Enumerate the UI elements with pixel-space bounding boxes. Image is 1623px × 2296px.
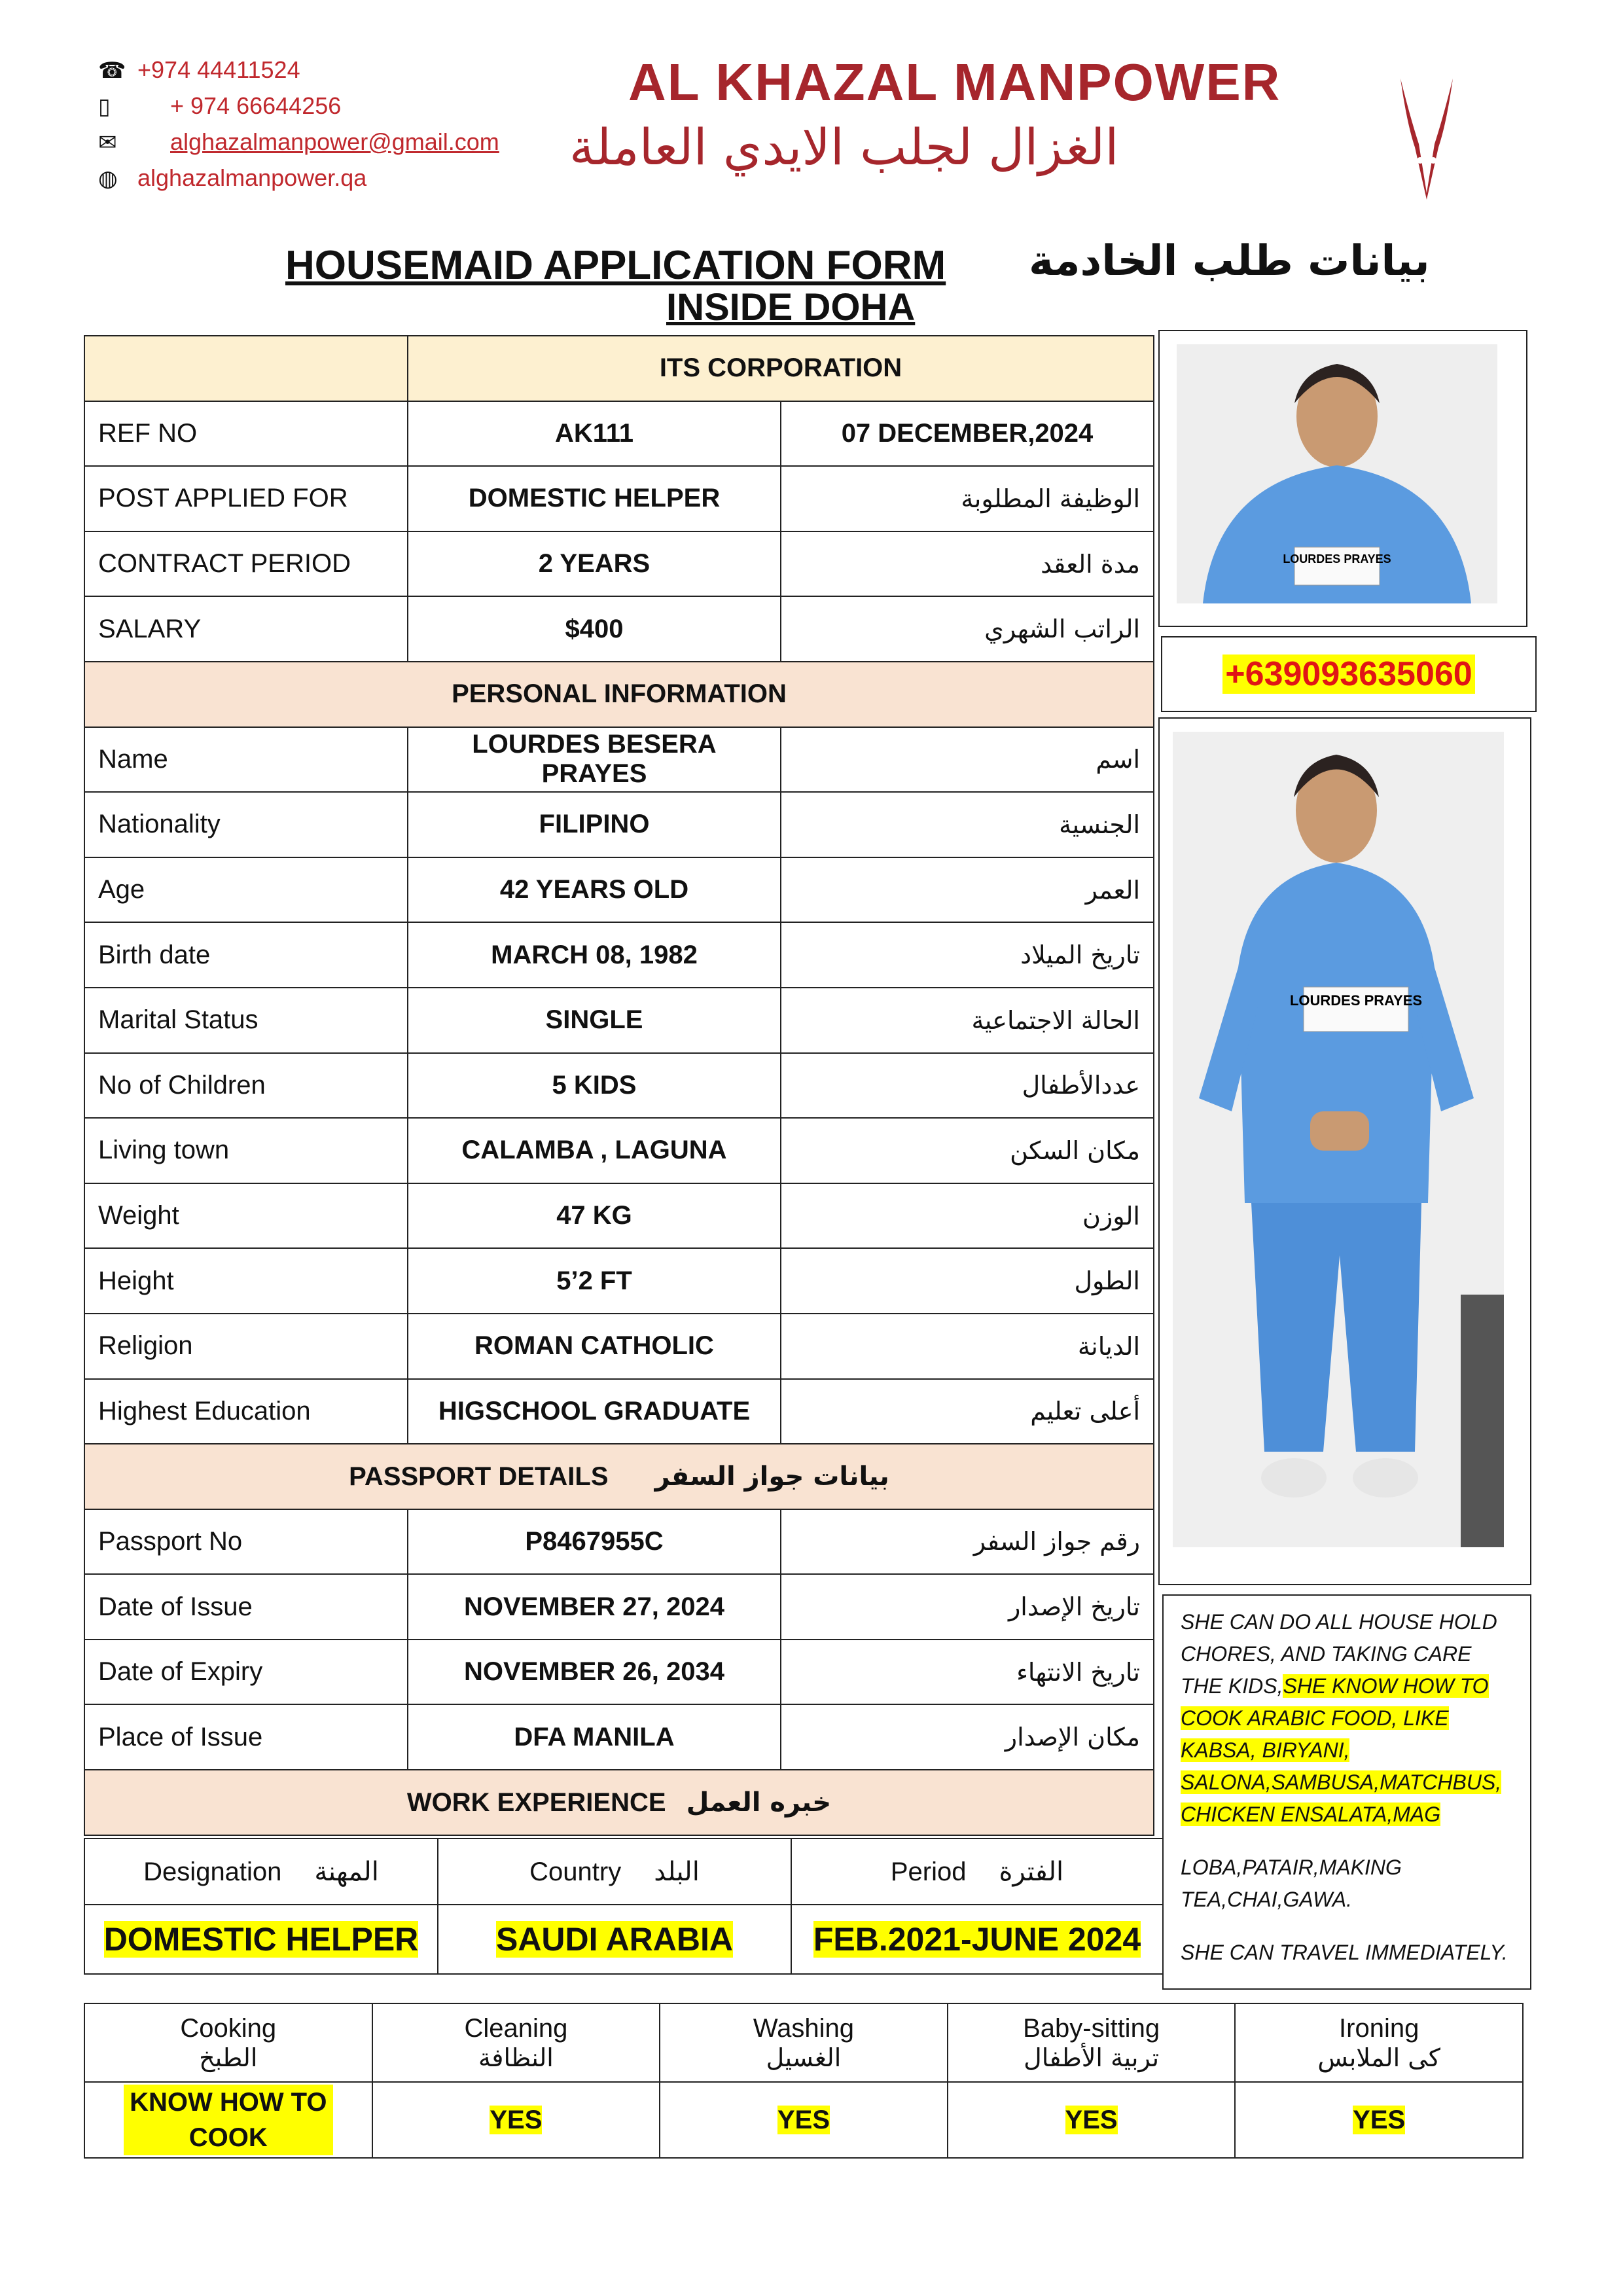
skills-header-row: [84, 2003, 1523, 2082]
skill-name-ar: الغسيل: [766, 2043, 842, 2072]
passport-label: Date of Expiry: [84, 1640, 408, 1705]
personal-row: [84, 1183, 1154, 1249]
form-subtitle: INSIDE DOHA: [666, 286, 916, 329]
skill-name-en: Baby-sitting: [1023, 2013, 1160, 2043]
work-column-header: [438, 1839, 791, 1905]
skill-value: YES: [777, 2105, 830, 2134]
personal-label: Height: [84, 1248, 408, 1314]
job-value: $400: [408, 596, 781, 662]
skill-name-ar: تربية الأطفال: [1024, 2043, 1160, 2072]
fullbody-photo: [1173, 732, 1504, 1547]
work-column-en: Country: [529, 1857, 622, 1886]
passport-label: Place of Issue: [84, 1704, 408, 1770]
personal-label: No of Children: [84, 1053, 408, 1119]
work-heading-en: WORK EXPERIENCE: [406, 1787, 666, 1817]
candidate-phone-box: [1161, 636, 1537, 712]
work-column-ar: البلد: [654, 1856, 700, 1887]
personal-label: Name: [84, 727, 408, 793]
landline-row: [98, 52, 556, 88]
envelope-icon: ✉: [98, 130, 117, 155]
job-label: POST APPLIED FOR: [84, 466, 408, 531]
personal-ar: عددالأطفال: [781, 1053, 1154, 1119]
personal-row: [84, 1053, 1154, 1119]
work-column-en: Period: [890, 1857, 967, 1886]
job-label: CONTRACT PERIOD: [84, 531, 408, 597]
application-table: [84, 335, 1154, 1836]
notes-highlight: SHE KNOW HOW TO COOK ARABIC FOOD, LIKE KABSA, BIRYANI, SALONA,SAMBUSA,MATCHBUS, CHICKEN ENSALATA,MAG: [1181, 1674, 1502, 1826]
notes-line2: LOBA,PATAIR,MAKING TEA,CHAI,GAWA.: [1181, 1856, 1402, 1911]
passport-heading: [84, 1444, 1154, 1509]
personal-row: [84, 1118, 1154, 1183]
work-column-ar: المهنة: [314, 1856, 379, 1887]
work-column-header: [791, 1839, 1163, 1905]
personal-ar: الحالة الاجتماعية: [781, 988, 1154, 1053]
skill-value-cell: [1235, 2082, 1523, 2158]
work-value: SAUDI ARABIA: [495, 1921, 734, 1958]
skill-name-en: Cooking: [180, 2013, 277, 2043]
email-row: [98, 124, 556, 160]
personal-value: HIGSCHOOL GRADUATE: [408, 1379, 781, 1444]
personal-value: MARCH 08, 1982: [408, 922, 781, 988]
skill-name-en: Washing: [753, 2013, 855, 2043]
mobile-number: + 974 66644256: [170, 92, 342, 119]
work-columns-row: [84, 1839, 1163, 1905]
form-date: 07 DECEMBER,2024: [781, 401, 1154, 467]
personal-row: [84, 792, 1154, 857]
job-ar: مدة العقد: [781, 531, 1154, 597]
globe-icon: ◍: [98, 166, 118, 191]
personal-label: Religion: [84, 1314, 408, 1379]
contact-block: [98, 52, 556, 196]
job-ar: الراتب الشهري: [781, 596, 1154, 662]
work-value-cell: [438, 1905, 791, 1974]
notes-line1: SHE CAN DO ALL HOUSE HOLD CHORES, AND TAKING CARE THE KIDS,: [1181, 1610, 1497, 1698]
passport-row: [84, 1640, 1154, 1705]
personal-row: [84, 1314, 1154, 1379]
candidate-phone[interactable]: +639093635060: [1222, 655, 1474, 694]
personal-row: [84, 922, 1154, 988]
passport-row: [84, 1704, 1154, 1770]
skill-value: KNOW HOW TO COOK: [124, 2085, 333, 2155]
personal-ar: الوزن: [781, 1183, 1154, 1249]
portrait-photo-frame: [1158, 330, 1527, 627]
work-values-row: [84, 1905, 1163, 1974]
personal-row: [84, 1379, 1154, 1444]
fullbody-photo-frame: [1158, 717, 1531, 1585]
job-ar: الوظيفة المطلوبة: [781, 466, 1154, 531]
mobile-row: [98, 88, 556, 124]
job-value: DOMESTIC HELPER: [408, 466, 781, 531]
web-row: [98, 160, 556, 196]
skill-name-ar: النظافة: [478, 2043, 554, 2072]
skill-value-cell: [372, 2082, 660, 2158]
skill-header: [660, 2003, 948, 2082]
job-label: SALARY: [84, 596, 408, 662]
website-text: alghazalmanpower.qa: [137, 164, 367, 191]
landline-number: +974 44411524: [137, 56, 300, 83]
skill-value: YES: [490, 2105, 543, 2134]
skill-header: [84, 2003, 372, 2082]
skill-name-ar: كى الملابس: [1317, 2043, 1441, 2072]
skill-name-en: Cleaning: [464, 2013, 568, 2043]
work-heading-ar: خبره العمل: [686, 1787, 832, 1818]
personal-value: FILIPINO: [408, 792, 781, 857]
work-column-en: Designation: [143, 1857, 282, 1886]
skill-name-en: Ironing: [1339, 2013, 1419, 2043]
personal-label: Living town: [84, 1118, 408, 1183]
fullbody-name-tag: LOURDES PRAYES: [1289, 992, 1423, 1009]
personal-ar: اسم: [781, 727, 1154, 793]
passport-heading-row: [84, 1444, 1154, 1509]
personal-ar: مكان السكن: [781, 1118, 1154, 1183]
personal-value: CALAMBA , LAGUNA: [408, 1118, 781, 1183]
fullbody-illustration: [1173, 732, 1504, 1547]
gazelle-logo: [1381, 72, 1472, 203]
passport-value: P8467955C: [408, 1509, 781, 1575]
personal-row: [84, 1248, 1154, 1314]
passport-value: NOVEMBER 27, 2024: [408, 1574, 781, 1640]
work-value: FEB.2021-JUNE 2024: [813, 1921, 1141, 1958]
work-heading-row: [84, 1770, 1154, 1835]
work-column-ar: الفترة: [999, 1856, 1064, 1887]
skill-value-cell: [948, 2082, 1236, 2158]
passport-ar: مكان الإصدار: [781, 1704, 1154, 1770]
candidate-notes: [1162, 1594, 1531, 1990]
job-row: [84, 466, 1154, 531]
phone-icon: ☎: [98, 58, 126, 83]
personal-heading-row: [84, 662, 1154, 727]
passport-ar: تاريخ الإصدار: [781, 1574, 1154, 1640]
passport-value: DFA MANILA: [408, 1704, 781, 1770]
skill-value: YES: [1353, 2105, 1406, 2134]
ref-row: [84, 401, 1154, 467]
passport-row: [84, 1509, 1154, 1575]
portrait-illustration: [1177, 344, 1497, 603]
passport-label: Date of Issue: [84, 1574, 408, 1640]
passport-heading-ar: بيانات جواز السفر: [654, 1461, 889, 1492]
work-value-cell: [84, 1905, 438, 1974]
personal-ar: الطول: [781, 1248, 1154, 1314]
personal-value: SINGLE: [408, 988, 781, 1053]
work-value: DOMESTIC HELPER: [103, 1921, 419, 1958]
personal-value: 47 KG: [408, 1183, 781, 1249]
personal-ar: الديانة: [781, 1314, 1154, 1379]
passport-ar: رقم جواز السفر: [781, 1509, 1154, 1575]
company-row: [84, 336, 1154, 401]
passport-value: NOVEMBER 26, 2034: [408, 1640, 781, 1705]
personal-ar: العمر: [781, 857, 1154, 923]
brand-name-ar: الغزال لجلب الايدي العاملة: [569, 118, 1119, 176]
skill-header: [372, 2003, 660, 2082]
personal-value: LOURDES BESERA PRAYES: [408, 727, 781, 793]
skill-value-cell: [660, 2082, 948, 2158]
skill-header: [1235, 2003, 1523, 2082]
form-title-en: HOUSEMAID APPLICATION FORM: [285, 243, 946, 288]
personal-value: ROMAN CATHOLIC: [408, 1314, 781, 1379]
work-column-header: [84, 1839, 438, 1905]
work-value-cell: [791, 1905, 1163, 1974]
passport-row: [84, 1574, 1154, 1640]
personal-heading: PERSONAL INFORMATION: [84, 662, 1154, 727]
personal-value: 5’2 FT: [408, 1248, 781, 1314]
personal-value: 5 KIDS: [408, 1053, 781, 1119]
skill-value: YES: [1065, 2105, 1118, 2134]
skill-value-cell: [84, 2082, 372, 2158]
skill-name-ar: الطبخ: [199, 2043, 258, 2072]
portrait-name-tag: LOURDES PRAYES: [1283, 552, 1391, 565]
ref-value: AK111: [408, 401, 781, 467]
passport-label: Passport No: [84, 1509, 408, 1575]
personal-row: [84, 727, 1154, 793]
skills-values-row: [84, 2082, 1523, 2158]
personal-label: Birth date: [84, 922, 408, 988]
job-row: [84, 596, 1154, 662]
skills-table: [84, 2003, 1524, 2159]
notes-line3: SHE CAN TRAVEL IMMEDIATELY.: [1181, 1941, 1508, 1964]
personal-value: 42 YEARS OLD: [408, 857, 781, 923]
brand-name-en: AL KHAZAL MANPOWER: [628, 53, 1281, 111]
job-value: 2 YEARS: [408, 531, 781, 597]
personal-label: Weight: [84, 1183, 408, 1249]
personal-ar: الجنسية: [781, 792, 1154, 857]
work-heading: [84, 1770, 1154, 1835]
personal-ar: أعلى تعليم: [781, 1379, 1154, 1444]
email-link[interactable]: alghazalmanpower@gmail.com: [170, 128, 499, 155]
skill-header: [948, 2003, 1236, 2082]
personal-label: Nationality: [84, 792, 408, 857]
personal-row: [84, 857, 1154, 923]
portrait-photo: [1177, 344, 1497, 603]
passport-ar: تاريخ الانتهاء: [781, 1640, 1154, 1705]
personal-row: [84, 988, 1154, 1053]
passport-heading-en: PASSPORT DETAILS: [349, 1462, 609, 1491]
work-experience-table: [84, 1838, 1164, 1975]
personal-label: Highest Education: [84, 1379, 408, 1444]
personal-label: Age: [84, 857, 408, 923]
mobile-icon: ▯: [98, 94, 111, 119]
job-row: [84, 531, 1154, 597]
personal-label: Marital Status: [84, 988, 408, 1053]
form-title-ar: بيانات طلب الخادمة: [1029, 237, 1430, 285]
ref-label: REF NO: [84, 401, 408, 467]
personal-ar: تاريخ الميلاد: [781, 922, 1154, 988]
company-name: ITS CORPORATION: [408, 336, 1154, 401]
